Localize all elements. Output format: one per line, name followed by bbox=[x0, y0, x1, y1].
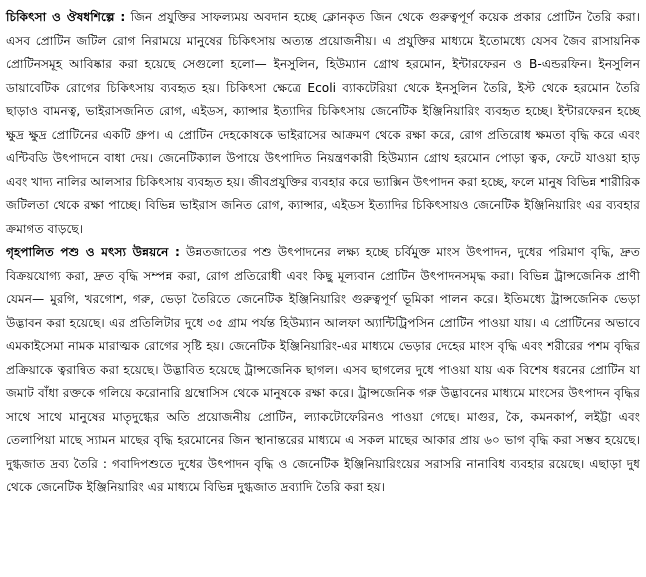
paragraph-livestock-fisheries bbox=[6, 241, 640, 500]
paragraph-medicine bbox=[6, 6, 640, 241]
heading-livestock-fisheries: গৃহপালিত পশু ও মৎস্য উন্নয়নে : bbox=[6, 245, 180, 259]
heading-medicine: চিকিৎসা ও ঔষধশিল্পে : bbox=[6, 10, 126, 24]
body-medicine: জিন প্রযুক্তির সাফল্যময় অবদান হচ্ছে ক্লোনকৃত জিন থেকে গুরুত্বপূর্ণ কয়েক প্রকার প্রোটিন তৈরি করা। এসব প্রোটিন জটিল রোগ নিরাময়ে মানুষের চিকিৎসায় অত্যন্ত প্রয়োজনীয়। এ প্রযুক্তির মাধ্যমে ইতোমধ্যে যেসব জৈব রাসায়নিক প্রোটিনসমূহ আবিষ্কার করা হয়েছে সেগুলো হলো— ইনসুলিন, হিউম্যান গ্রোথ হরমোন, ইন্টারফেরন ও B-এন্ডরফিন। ইনসুলিন ডায়াবেটিক রোগের চিকিৎসায় ব্যবহৃত হয়। চিকিৎসা ক্ষেত্রে Ecoli ব্যাকটেরিয়া থেকে ইনসুলিন তৈরি, ইস্ট থেকে হরমোন তৈরি ছাড়াও বামনত্ব, ভাইরাসজনিত রোগ, এইডস, ক্যান্সার ইত্যাদির চিকিৎসায় জেনেটিক ইঞ্জিনিয়ারিং ব্যবহৃত হচ্ছে। ইন্টারফেরন হচ্ছে ক্ষুদ্র ক্ষুদ্র প্রোটিনের একটি গ্রুপ। এ প্রোটিন দেহকোষকে ভাইরাসের আক্রমণ থেকে রক্ষা করে, রোগ প্রতিরোধ ক্ষমতা বৃদ্ধি করে এবং এন্টিবডি উৎপাদনে বাধা দেয়। জেনেটিক্যাল উপায়ে উৎপাদিত নিয়ন্ত্রণকারী হিউম্যান গ্রোথ হরমোন পোড়া ত্বক, ফেটে যাওয়া হাড় এবং খাদ্য নালির আলসার চিকিৎসায় ব্যবহৃত হয়। জীবপ্রযুক্তির ব্যবহার করে ভ্যাক্সিন উৎপাদন করা হচ্ছে, ফলে মানুষ বিভিন্ন শারীরিক জটিলতা থেকে রক্ষা পাচ্ছে। বিভিন্ন ভাইরাস জনিত রোগ, ক্যান্সার, এইডস ইত্যাদির চিকিৎসায়ও জেনেটিক ইঞ্জিনিয়ারিং এর ব্যবহার ক্রমাগত বাড়ছে। bbox=[6, 10, 640, 236]
body-livestock-fisheries: উন্নতজাতের পশু উৎপাদনের লক্ষ্য হচ্ছে চর্বিমুক্ত মাংস উৎপাদন, দুধের পরিমাণ বৃদ্ধি, দ্রুত বিক্রয়যোগ্য করা, দ্রুত বৃদ্ধি সম্পন্ন করা, রোগ প্রতিরোধী এবং কিছু মূল্যবান প্রোটিন উৎপাদনসমৃদ্ধ করা। বিভিন্ন ট্রান্সজেনিক প্রাণী যেমন— মুরগি, খরগোশ, গরু, ভেড়া তৈরিতে জেনেটিক ইঞ্জিনিয়ারিং গুরুত্বপূর্ণ ভূমিকা পালন করে। ইতিমধ্যে ট্রান্সজেনিক ভেড়া উদ্ভাবন করা হয়েছে। এর প্রতিলিটার দুধে ৩৫ গ্রাম পর্যন্ত হিউম্যান আলফা অ্যান্টিট্রিপসিন প্রোটিন পাওয়া যায়। এ প্রোটিনের অভাবে এমকাইসেমা নামক মারাত্মক রোগের সৃষ্টি হয়। জেনেটিক ইঞ্জিনিয়ারিং-এর মাধ্যমে ভেড়ার দেহের মাংস বৃদ্ধি এবং শরীরের পশম বৃদ্ধির প্রক্রিয়াকে ত্বরান্বিত করা হয়েছে। উদ্ভাবিত হয়েছে ট্রান্সজেনিক ছাগল। এসব ছাগলের দুধে পাওয়া যায় এক বিশেষ ধরনের প্রোটিন যা জমাট বাঁধা রক্তকে গলিয়ে করোনারি থ্রম্বোসিস থেকে মানুষকে রক্ষা করে। ট্রান্সজেনিক গরু উদ্ভাবনের মাধ্যমে মাংসের উৎপাদন বৃদ্ধির সাথে সাথে মানুষের মাতৃদুগ্ধের অতি প্রয়োজনীয় প্রোটিন, ল্যাকটোফেরিনও পাওয়া গেছে। মাগুর, কৈ, কমনকার্প, লইট্টা এবং তেলাপিয়া মাছে স্যামন মাছের বৃদ্ধি হরমোনের জিন স্থানান্তরের মাধ্যমে এ সকল মাছের আকার প্রায় ৬০ ভাগ বৃদ্ধি করা সম্ভব হয়েছে। দুগ্ধজাত দ্রব্য তৈরি : গবাদিপশুতে দুধের উৎপাদন বৃদ্ধি ও জেনেটিক ইঞ্জিনিয়ারিংয়ের সরাসরি নানাবিধ ব্যবহার রয়েছে। এছাড়া দুধ থেকে জেনেটিক ইঞ্জিনিয়ারিং এর মাধ্যমে বিভিন্ন দুগ্ধজাত দ্রব্যাদি তৈরি করা হয়। bbox=[6, 245, 641, 494]
